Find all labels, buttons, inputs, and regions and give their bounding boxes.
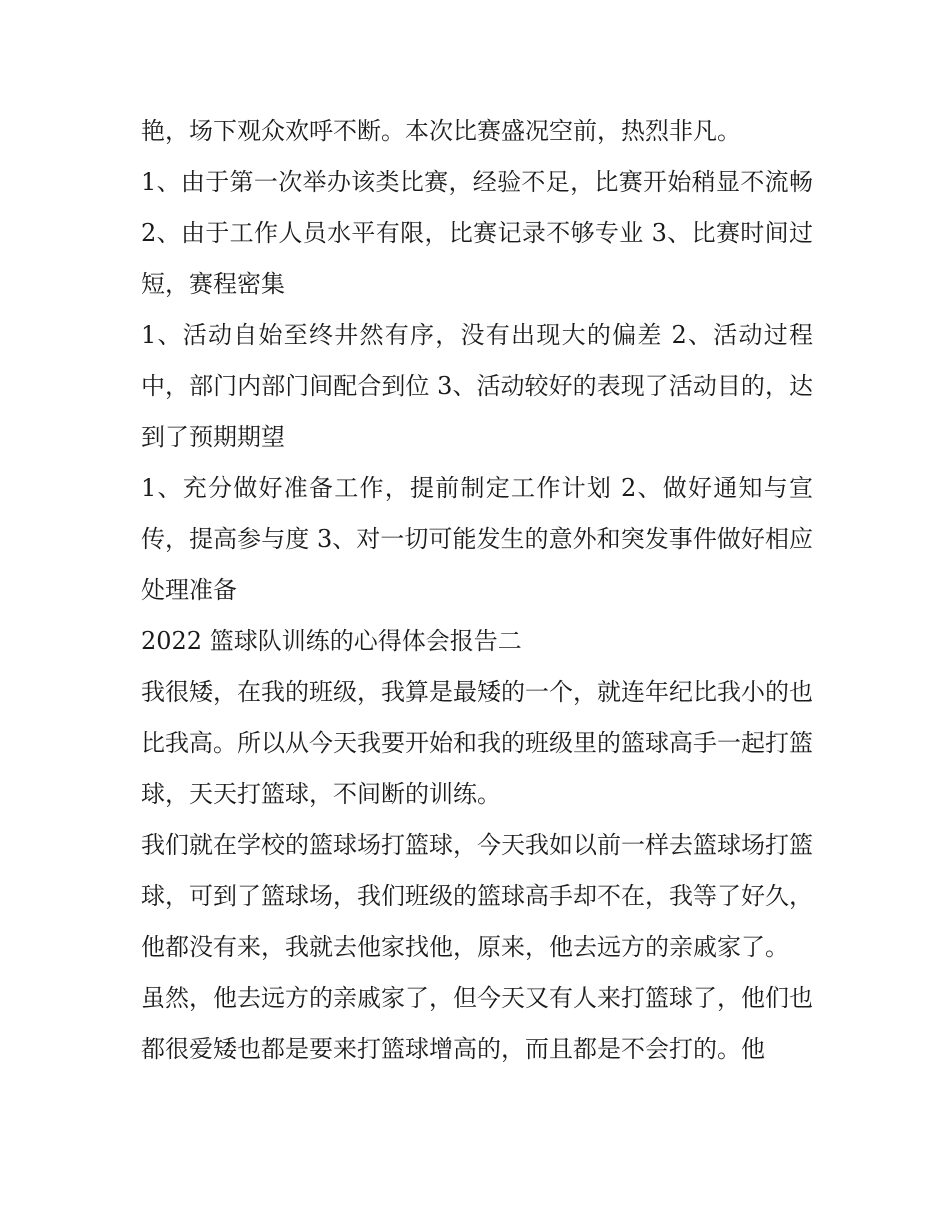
paragraph-court: 我们就在学校的篮球场打篮球，今天我如以前一样去篮球场打篮球，可到了篮球场，我们班级的篮球高手却不在，我等了好久，他都没有来，我就去他家找他，原来，他去远方的亲戚家了。 [141,831,813,961]
paragraph-improvements: 1、充分做好准备工作，提前制定工作计划 2、做好通知与宣传，提高参与度 3、对一切可能发生的意外和突发事件做好相应处理准备 [141,474,813,604]
paragraph-crowd-cheering: 艳，场下观众欢呼不断。本次比赛盛况空前，热烈非凡。 [141,117,741,145]
paragraph-achievements: 1、活动自始至终井然有序，没有出现大的偏差 2、活动过程中，部门内部门间配合到位 3、活动较好的表现了活动目的，达到了预期期望 [141,321,813,451]
document-body [141,106,813,1075]
paragraph-shortcomings: 1、由于第一次举办该类比赛，经验不足，比赛开始稍显不流畅 2、由于工作人员水平有限，比赛记录不够专业 3、比赛时间过短，赛程密集 [141,168,813,298]
paragraph-others: 虽然，他去远方的亲戚家了，但今天又有人来打篮球了，他们也都很爱矮也都是要来打篮球增高的，而且都是不会打的。他 [141,984,813,1063]
paragraph-intro: 我很矮，在我的班级，我算是最矮的一个，就连年纪比我小的也比我高。所以从今天我要开始和我的班级里的篮球高手一起打篮球，天天打篮球，不间断的训练。 [141,678,813,808]
section-heading: 2022 篮球队训练的心得体会报告二 [141,627,522,655]
